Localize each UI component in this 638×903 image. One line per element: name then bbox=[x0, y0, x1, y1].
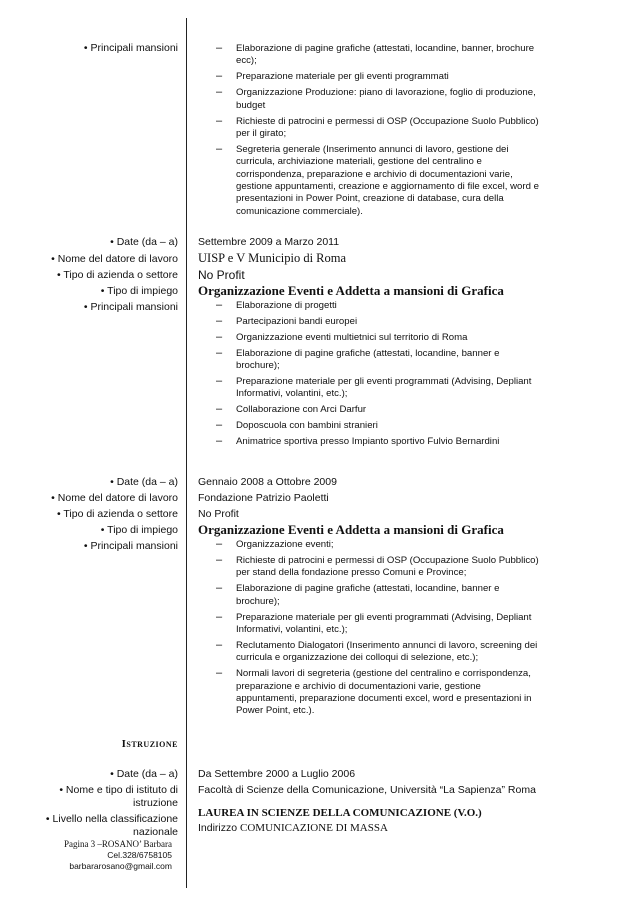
edu-address-line bbox=[198, 822, 388, 835]
label-date: • Date (da – a) bbox=[110, 476, 178, 488]
edu-qualification: LAUREA IN SCIENZE DELLA COMUNICAZIONE (V.O.) bbox=[198, 807, 482, 819]
label-nome-istituto: • Nome e tipo di istituto di bbox=[59, 784, 178, 796]
label-nome-istituto-cont: istruzione bbox=[133, 797, 178, 809]
label-tipo-impiego: • Tipo di impiego bbox=[100, 285, 178, 297]
edu-date: Da Settembre 2000 a Luglio 2006 bbox=[198, 768, 356, 780]
edu-address: COMUNICAZIONE DI MASSA bbox=[240, 822, 388, 834]
task-item: – Doposcuola con bambini stranieri bbox=[200, 420, 540, 432]
footer-page: Pagina 3 –ROSANO’ Barbara bbox=[63, 839, 172, 849]
label-nome-datore: • Nome del datore di lavoro bbox=[51, 253, 178, 265]
edu-address-prefix: Indirizzo bbox=[198, 822, 238, 834]
edu-institute: Facoltà di Scienze della Comunicazione, Università “La Sapienza” Roma bbox=[198, 784, 536, 796]
label-tipo-impiego: • Tipo di impiego bbox=[100, 524, 178, 536]
label-nome-datore: • Nome del datore di lavoro bbox=[51, 492, 178, 504]
task-item: – Elaborazione di pagine grafiche (attestati, locandine, banner e brochure); bbox=[200, 583, 540, 608]
page-footer bbox=[64, 839, 172, 872]
task-item: – Normali lavori di segreteria (gestione del centralino e corrispondenza, preparazione e archivio di documentazioni varie, gestione appuntamenti, preparazione documenti excel, word e presentazioni in Power Point, etc.). bbox=[200, 668, 540, 718]
task-item: – Preparazione materiale per gli eventi programmati (Advising, Depliant Informativi, volantini, etc.); bbox=[200, 612, 540, 637]
label-date: • Date (da – a) bbox=[110, 768, 178, 780]
label-livello-cont: nazionale bbox=[133, 826, 178, 838]
label-principali-mansioni: • Principali mansioni bbox=[83, 540, 178, 552]
task-list bbox=[200, 43, 540, 222]
task-item: – Richieste di patrocini e permessi di OSP (Occupazione Suolo Pubblico) per il girato; bbox=[200, 116, 540, 141]
job-employer: Fondazione Patrizio Paoletti bbox=[198, 492, 329, 504]
footer-email: barbararosano@gmail.com bbox=[69, 861, 172, 871]
job-role: Organizzazione Eventi e Addetta a mansioni di Grafica bbox=[198, 522, 504, 537]
task-item: – Collaborazione con Arci Darfur bbox=[200, 404, 540, 416]
task-list bbox=[200, 300, 540, 452]
task-item: – Preparazione materiale per gli eventi programmati (Advising, Depliant Informativi, volantini, etc.); bbox=[200, 376, 540, 401]
task-item: – Elaborazione di pagine grafiche (attestati, locandine, banner, brochure ecc); bbox=[200, 43, 540, 68]
job-date: Settembre 2009 a Marzo 2011 bbox=[198, 236, 340, 248]
task-item: – Partecipazioni bandi europei bbox=[200, 316, 540, 328]
job-employer: UISP e V Municipio di Roma bbox=[198, 251, 347, 265]
task-item: – Animatrice sportiva presso Impianto sportivo Fulvio Bernardini bbox=[200, 436, 540, 448]
task-item: – Elaborazione di pagine grafiche (attestati, locandine, banner e brochure); bbox=[200, 348, 540, 373]
task-item: – Preparazione materiale per gli eventi programmati bbox=[200, 71, 540, 83]
job-role: Organizzazione Eventi e Addetta a mansioni di Grafica bbox=[198, 283, 504, 298]
footer-phone: Cel.328/6758105 bbox=[107, 850, 172, 860]
label-date: • Date (da – a) bbox=[110, 236, 178, 248]
job-sector: No Profit bbox=[198, 268, 245, 282]
label-principali-mansioni: • Principali mansioni bbox=[83, 301, 178, 313]
task-item: – Elaborazione di progetti bbox=[200, 300, 540, 312]
label-livello: • Livello nella classificazione bbox=[45, 813, 178, 825]
task-item: – Richieste di patrocini e permessi di OSP (Occupazione Suolo Pubblico) per stand della fondazione presso Comuni e Province; bbox=[200, 555, 540, 580]
column-divider bbox=[186, 18, 187, 888]
label-tipo-azienda: • Tipo di azienda o settore bbox=[56, 508, 178, 520]
task-item: – Organizzazione eventi; bbox=[200, 539, 540, 551]
task-item: – Organizzazione Produzione: piano di lavorazione, foglio di produzione, budget bbox=[200, 87, 540, 112]
task-item: – Segreteria generale (Inserimento annunci di lavoro, gestione dei curricula, archiviazione materiali, gestione del centralino e corrispondenza, preparazione e archivio di documentazioni varie, gestione appuntamenti, creazione e aggiornamento di file excel, word e presentazioni in Power Point, creazione di database, cura della comunicazione commerciale). bbox=[200, 144, 540, 218]
task-list bbox=[200, 539, 540, 721]
task-item: – Organizzazione eventi multietnici sul territorio di Roma bbox=[200, 332, 540, 344]
task-item: – Reclutamento Dialogatori (Inserimento annunci di lavoro, screening dei curricula e organizzazione dei colloqui di selezione, etc.); bbox=[200, 640, 540, 665]
job-date: Gennaio 2008 a Ottobre 2009 bbox=[198, 476, 337, 488]
label-tipo-azienda: • Tipo di azienda o settore bbox=[56, 269, 178, 281]
section-heading-istruzione: Istruzione bbox=[121, 738, 178, 750]
label-principali-mansioni: • Principali mansioni bbox=[83, 42, 178, 54]
job-sector: No Profit bbox=[198, 508, 239, 520]
